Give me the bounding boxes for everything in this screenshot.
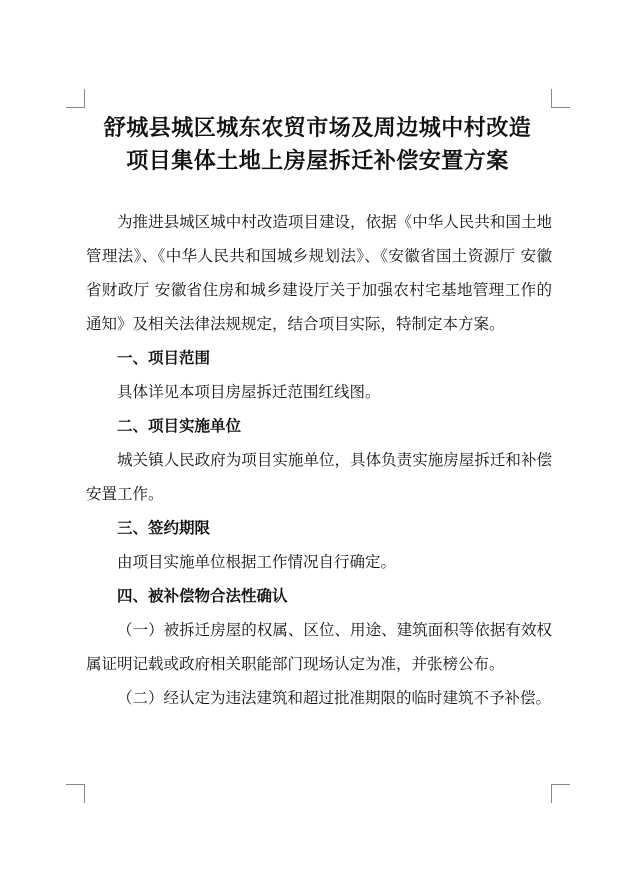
title-line-1: 舒城县城区城东农贸市场及周边城中村改造 <box>103 115 532 141</box>
crop-mark-top-right <box>551 89 570 108</box>
document-body <box>86 205 552 715</box>
section-3-text: 由项目实施单位根据工作情况自行确定。 <box>117 553 397 571</box>
intro-paragraph: 为推进县城区城中村改造项目建设，依据《中华人民共和国土地管理法》、《中华人民共和国城乡规划法》、《安徽省国土资源厅 安徽省财政厅 安徽省住房和城乡建设厅关于加强农村宅基地管理工作的通知》及相关法律法规规定，结合项目实际，特制定本方案。 <box>86 213 552 333</box>
section-2-heading: 二、项目实施单位 <box>117 417 242 435</box>
section-4-item-1: （一）被拆迁房屋的权属、区位、用途、建筑面积等依据有效权属证明记载或政府相关职能部门现场认定为准，并张榜公布。 <box>86 621 552 673</box>
section-4-heading: 四、被补偿物合法性确认 <box>117 587 288 605</box>
document-title <box>84 112 551 178</box>
title-line-2: 项目集体土地上房屋拆迁补偿安置方案 <box>126 148 509 174</box>
crop-mark-bottom-left <box>66 784 85 803</box>
section-1-text: 具体详见本项目房屋拆迁范围红线图。 <box>117 383 381 401</box>
section-2-text: 城关镇人民政府为项目实施单位，具体负责实施房屋拆迁和补偿安置工作。 <box>86 451 552 503</box>
crop-mark-top-left <box>66 89 85 108</box>
section-4-item-2: （二）经认定为违法建筑和超过批准期限的临时建筑不予补偿。 <box>117 689 552 707</box>
section-3-heading: 三、签约期限 <box>117 519 211 537</box>
section-1-heading: 一、项目范围 <box>117 349 211 367</box>
crop-mark-bottom-right <box>551 784 570 803</box>
